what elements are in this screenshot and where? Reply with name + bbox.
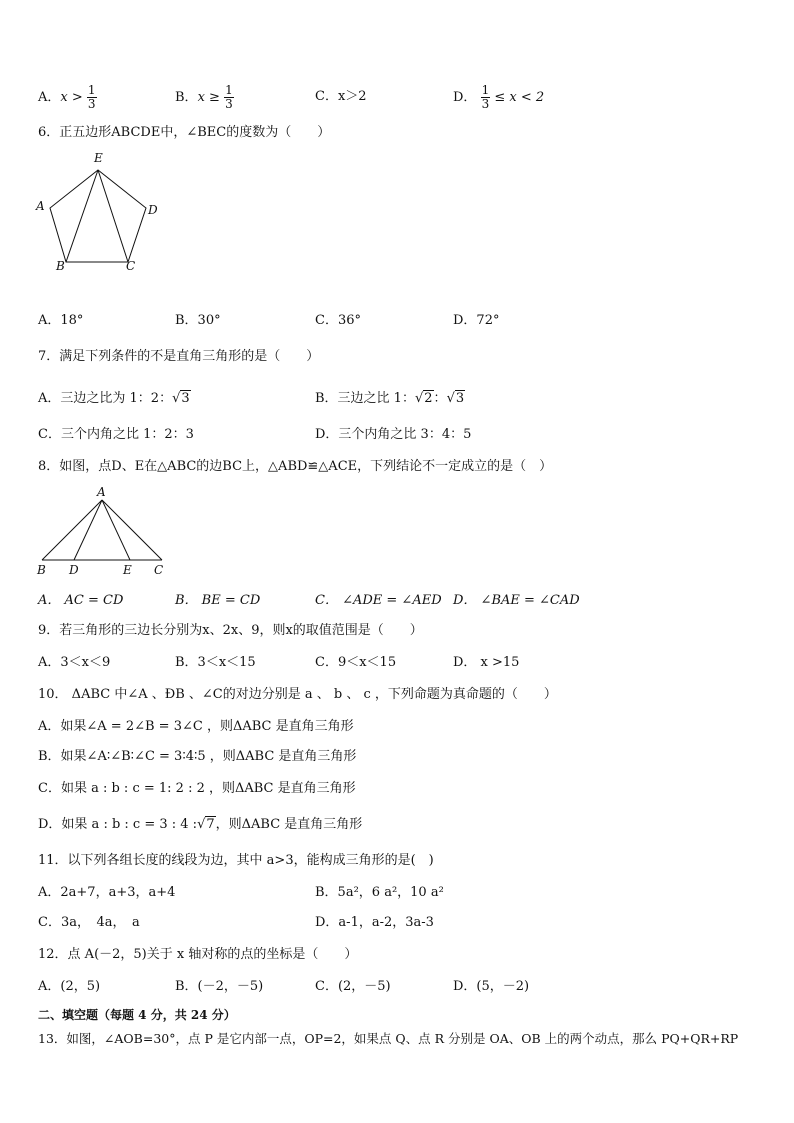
q7-option-c: C．三个内角之比 1：2：3 xyxy=(38,427,194,442)
q8-option-b: B． BE = CD xyxy=(175,593,261,608)
sqrt: √7 xyxy=(197,817,215,832)
q10-option-a: A．如果∠A = 2∠B = 3∠C ，则ΔABC 是直角三角形 xyxy=(38,719,354,734)
q10-option-c: C．如果 a : b : c = 1: 2 : 2 ，则ΔABC 是直角三角形 xyxy=(38,781,356,796)
q10-option-b: B．如果∠A∶∠B∶∠C = 3∶4∶5 ，则ΔABC 是直角三角形 xyxy=(38,749,357,764)
q6-stem: 6．正五边形ABCDE中，∠BEC的度数为（ ） xyxy=(38,125,331,140)
q6-option-a: A．18° xyxy=(38,313,84,328)
sqrt: √2 xyxy=(414,391,433,406)
vertex-label-a: A xyxy=(36,199,45,213)
q6-option-c: C．36° xyxy=(315,313,361,328)
fraction: $\frac{1}{3}$ xyxy=(481,83,490,111)
q6-option-b: B．30° xyxy=(175,313,221,328)
q9-option-a: A．3＜x＜9 xyxy=(38,655,111,670)
q11-option-b: B．5a²，6 a²，10 a² xyxy=(315,885,444,900)
q9-option-b: B．3＜x＜15 xyxy=(175,655,256,670)
triangle-figure xyxy=(34,484,174,580)
vertex-label-e: E xyxy=(94,151,103,165)
vertex-label-d: D xyxy=(69,563,79,577)
q12-option-b: B．(－2，－5) xyxy=(175,979,264,994)
vertex-label-c: C xyxy=(154,563,164,577)
pentagon-figure xyxy=(34,150,174,274)
q12-option-c: C．(2，－5) xyxy=(315,979,391,994)
q8-option-d: D． ∠BAE = ∠CAD xyxy=(453,593,580,608)
q11-stem: 11．以下列各组长度的线段为边，其中 a>3，能构成三角形的是( ) xyxy=(38,853,434,868)
vertex-label-a: A xyxy=(97,485,106,499)
q12-option-a: A．(2，5) xyxy=(38,979,101,994)
q8-option-c: C． ∠ADE = ∠AED xyxy=(315,593,442,608)
vertex-label-c: C xyxy=(126,259,136,273)
q8-option-a: A． AC = CD xyxy=(38,593,124,608)
q5-option-b: B．x ≥ $\frac{1}{3}$ xyxy=(175,83,233,111)
q7-stem: 7．满足下列条件的不是直角三角形的是（ ） xyxy=(38,349,320,364)
q12-stem: 12．点 A(－2，5)关于 x 轴对称的点的坐标是（ ） xyxy=(38,947,358,962)
q11-option-d: D．a-1，a-2，3a-3 xyxy=(315,915,434,930)
q5-option-c: C．x＞2 xyxy=(315,89,367,104)
q10-option-d: D．如果 a : b : c = 3 : 4 :√7，则ΔABC 是直角三角形 xyxy=(38,817,363,832)
vertex-label-b: B xyxy=(37,563,46,577)
q9-option-d: D． x >15 xyxy=(453,655,520,670)
q7-option-d: D．三个内角之比 3：4：5 xyxy=(315,427,472,442)
vertex-label-d: D xyxy=(148,203,158,217)
q7-option-a: A．三边之比为 1：2：√3 xyxy=(38,391,190,406)
q8-stem: 8．如图，点D、E在△ABC的边BC上，△ABD≌△ACE，下列结论不一定成立的是（ ） xyxy=(38,459,553,474)
section-heading: 二、填空题（每题 4 分，共 24 分） xyxy=(38,1008,236,1022)
vertex-label-e: E xyxy=(123,563,132,577)
sqrt: √3 xyxy=(172,391,190,406)
sqrt: √3 xyxy=(446,391,465,406)
q6-option-d: D．72° xyxy=(453,313,500,328)
q11-option-a: A．2a+7，a+3，a+4 xyxy=(38,885,176,900)
fraction: $\frac{1}{3}$ xyxy=(87,83,96,111)
q9-option-c: C．9＜x＜15 xyxy=(315,655,397,670)
q12-option-d: D．(5，－2) xyxy=(453,979,530,994)
q11-option-c: C．3a， 4a， a xyxy=(38,915,140,930)
q7-option-b: B．三边之比 1：√2：√3 xyxy=(315,391,465,406)
fraction: $\frac{1}{3}$ xyxy=(225,83,233,111)
q10-stem: 10． ΔABC 中∠A 、ÐB 、∠C的对边分别是 a 、 b 、 c ，下列命题为真命题的（ ） xyxy=(38,687,557,702)
q13-stem: 13．如图，∠AOB=30°，点 P 是它内部一点，OP=2，如果点 Q、点 R 分别是 OA、OB 上的两个动点，那么 PQ+QR+RP xyxy=(38,1031,739,1046)
q9-stem: 9．若三角形的三边长分别为x、2x、9，则x的取值范围是（ ） xyxy=(38,623,423,638)
q5-option-d: D． $\frac{1}{3}$ ≤ x < 2 xyxy=(453,83,545,111)
q5-option-a: A．x > $\frac{1}{3}$ xyxy=(38,83,96,111)
vertex-label-b: B xyxy=(56,259,65,273)
